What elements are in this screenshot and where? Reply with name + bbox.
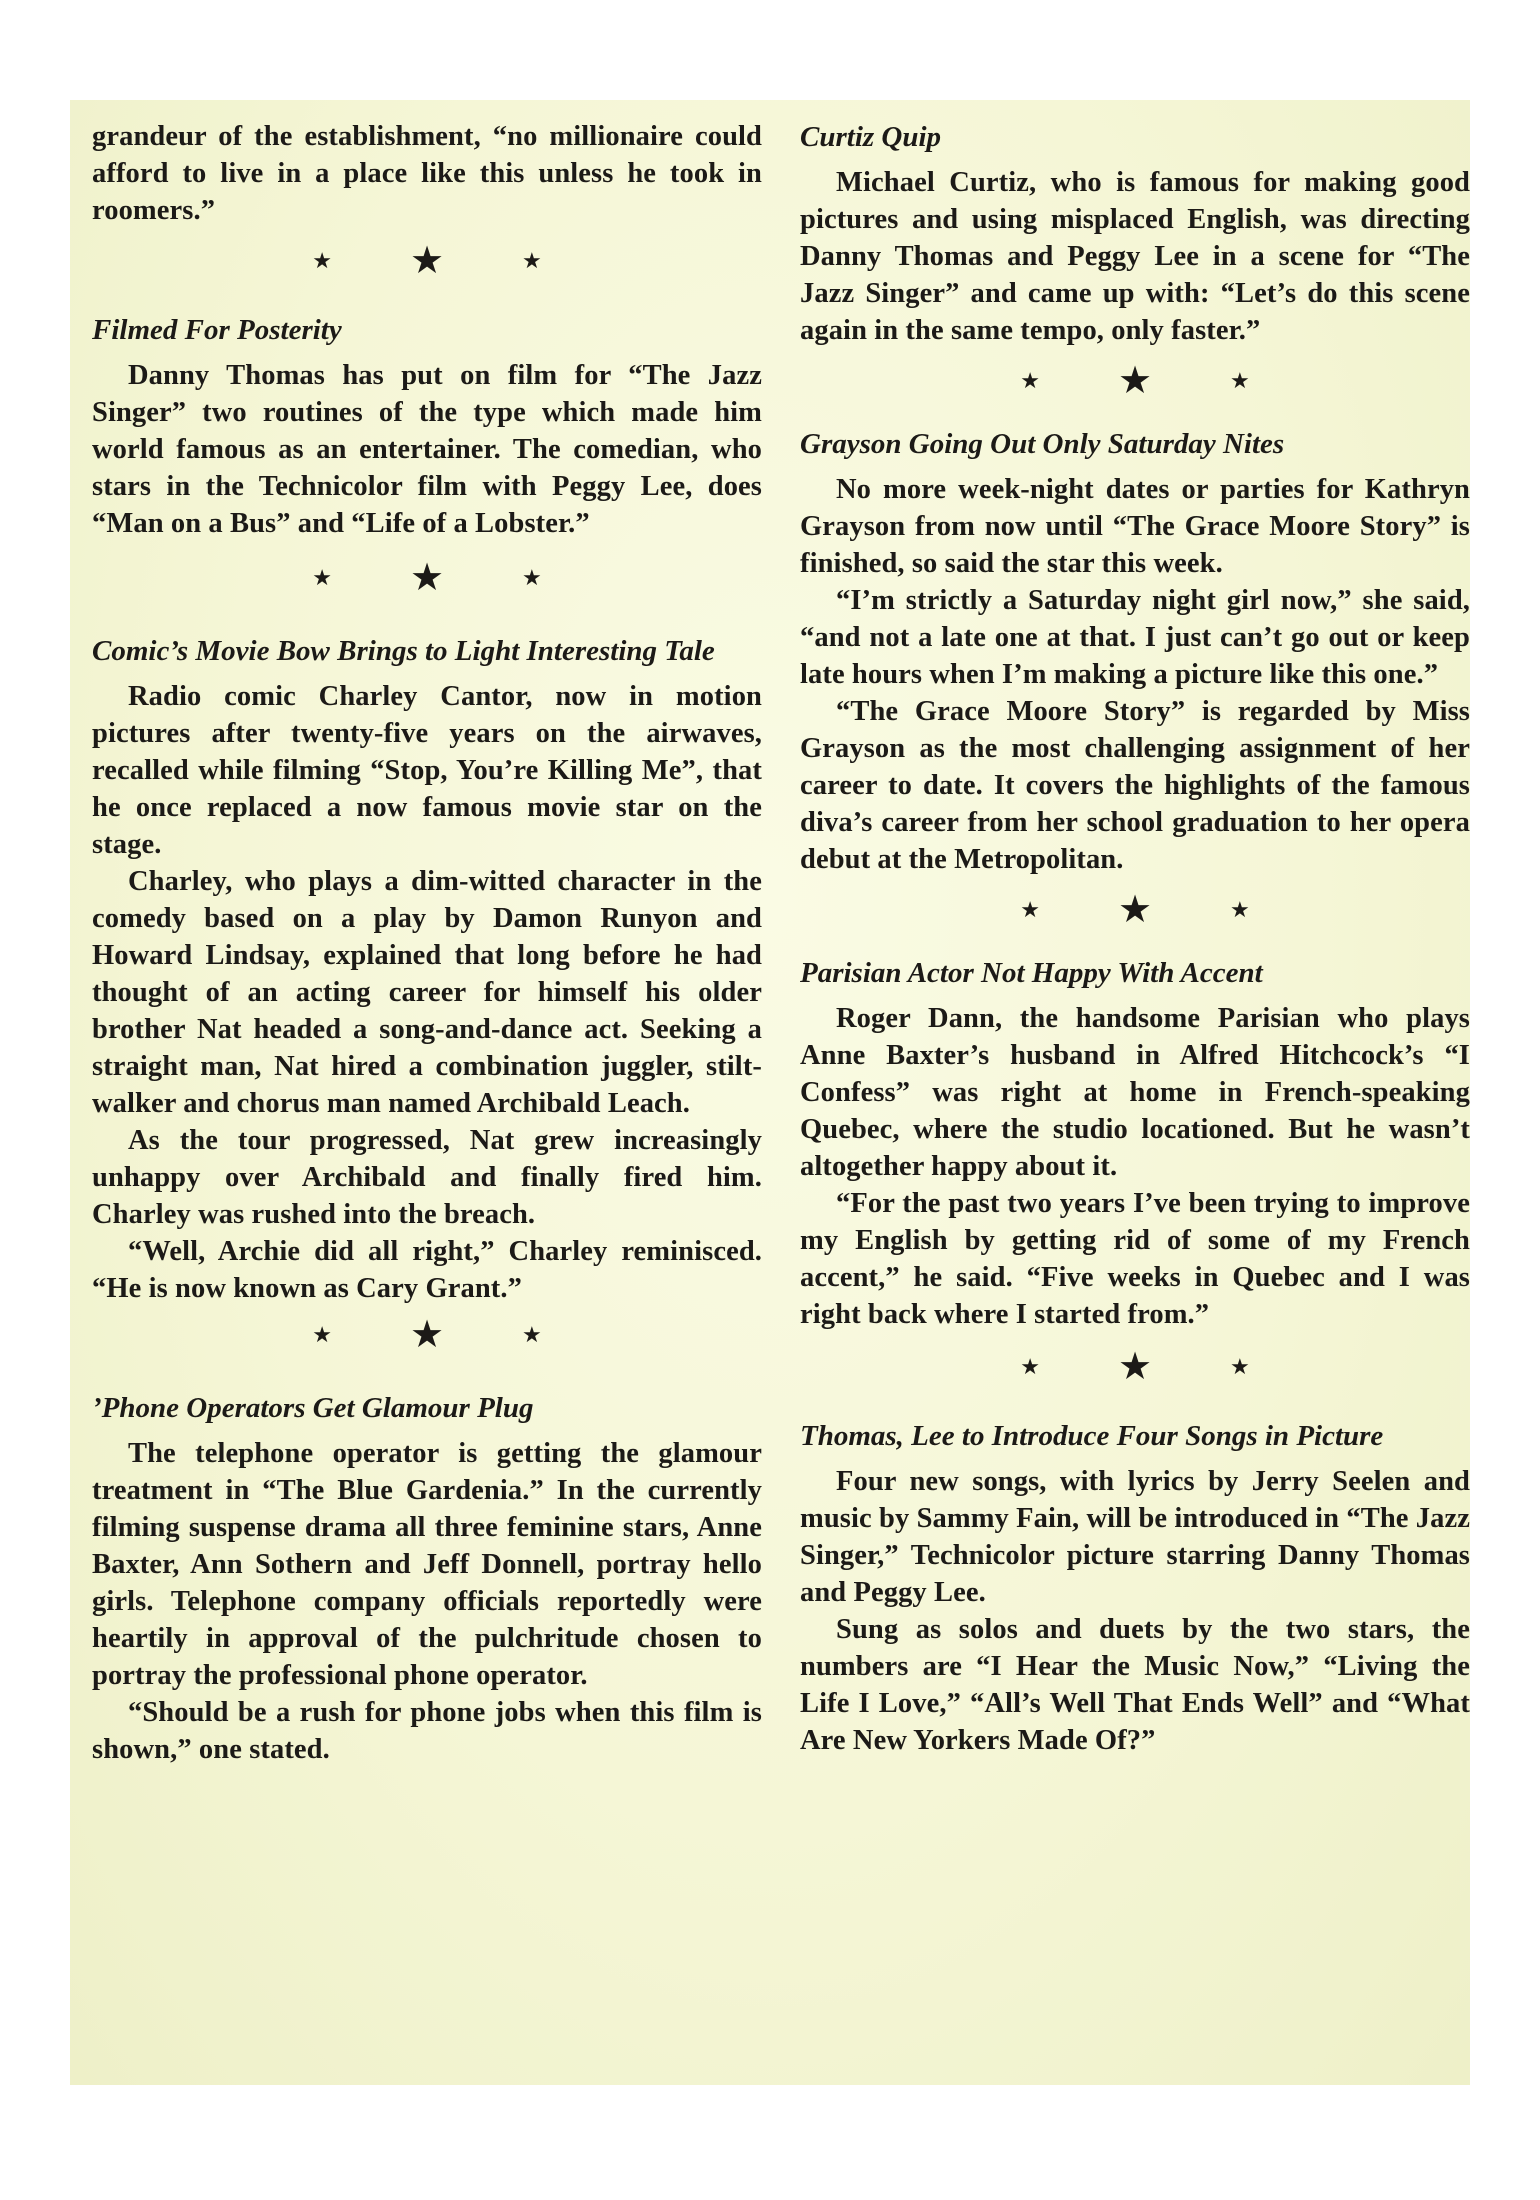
article-paragraph: “Should be a rush for phone jobs when this film is shown,” one stated. [92,1697,762,1765]
article-paragraph: “For the past two years I’ve been trying to improve my English by getting rid of some of my French accent,” he said. “Five weeks in Quebec and I was right back where I started from.” [800,1188,1470,1330]
article-heading: Curtiz Quip [800,121,942,153]
article-paragraph: The telephone operator is getting the glamour treatment in “The Blue Gardenia.” In the currently filming suspense drama all three feminine stars, Anne Baxter, Ann Sothern and Jeff Donnell, portray hello girls. Telephone company officials reportedly were heartily in approval of the pulchritude chosen to portray the professional phone operator. [92,1438,762,1691]
article-paragraph: Four new songs, with lyrics by Jerry Seelen and music by Sammy Fain, will be introduced in “The Jazz Singer,” Technicolor picture starring Danny Thomas and Peggy Lee. [800,1466,1470,1608]
article-paragraph: Roger Dann, the handsome Parisian who plays Anne Baxter’s husband in Alfred Hitchcock’s “I Confess” was right at home in French-speaking Quebec, where the studio locationed. But he wasn’t altogether happy about it. [800,1003,1470,1182]
large-star-icon: ★ [1117,360,1153,402]
article-paragraph: “Well, Archie did all right,” Charley reminisced. “He is now known as Cary Grant.” [92,1236,762,1304]
article-filmed-for-posterity [92,311,762,542]
article-comics-movie-bow [92,632,762,1307]
star-divider [800,890,1470,930]
small-star-icon: ★ [1020,897,1040,922]
left-column [92,118,762,1768]
article-paragraph: Michael Curtiz, who is famous for making good pictures and using misplaced English, was directing Danny Thomas and Peggy Lee in a scene for “The Jazz Singer” and came up with: “Let’s do this scene again in the same tempo, only faster.” [800,167,1470,346]
star-divider [800,361,1470,401]
small-star-icon: ★ [312,248,332,273]
article-heading: Comic’s Movie Bow Brings to Light Interesting Tale [92,635,715,667]
right-column [800,118,1470,1759]
small-star-icon: ★ [1230,897,1250,922]
article-heading: Thomas, Lee to Introduce Four Songs in Picture [800,1420,1384,1452]
article-paragraph: Sung as solos and duets by the two stars, the numbers are “I Hear the Music Now,” “Living the Life I Love,” “All’s Well That Ends Well” and “What Are New Yorkers Made Of?” [800,1614,1470,1756]
small-star-icon: ★ [1230,1354,1250,1379]
small-star-icon: ★ [522,565,542,590]
small-star-icon: ★ [312,565,332,590]
large-star-icon: ★ [409,557,445,599]
small-star-icon: ★ [1020,1354,1040,1379]
article-paragraph: “I’m strictly a Saturday night girl now,” she said, “and not a late one at that. I just can’t go out or keep late hours when I’m making a picture like this one.” [800,585,1470,690]
star-divider [800,1347,1470,1387]
large-star-icon: ★ [1117,1346,1153,1388]
article-heading: Filmed For Posterity [92,314,342,346]
large-star-icon: ★ [1117,889,1153,931]
article-paragraph: Danny Thomas has put on film for “The Jazz Singer” two routines of the type which made him world famous as an entertainer. The comedian, who stars in the Technicolor film with Peggy Lee, does “Man on a Bus” and “Life of a Lobster.” [92,360,762,539]
article-heading: Parisian Actor Not Happy With Accent [800,957,1263,989]
small-star-icon: ★ [1230,368,1250,393]
article-parisian-actor [800,954,1470,1333]
article-paragraph: Radio comic Charley Cantor, now in motion pictures after twenty-five years on the airwaves, recalled while filming “Stop, You’re Killing Me”, that he once replaced a now famous movie star on the stage. [92,681,762,860]
star-divider [92,241,762,281]
article-heading: ’Phone Operators Get Glamour Plug [92,1392,534,1424]
large-star-icon: ★ [409,240,445,282]
small-star-icon: ★ [522,1322,542,1347]
star-divider [92,558,762,598]
article-paragraph: Charley, who plays a dim-witted character in the comedy based on a play by Damon Runyon and Howard Lindsay, explained that long before he had thought of an acting career for himself his older brother Nat headed a song-and-dance act. Seeking a straight man, Nat hired a combination juggler, stilt-walker and chorus man named Archibald Leach. [92,866,762,1119]
article-paragraph: No more week-night dates or parties for Kathryn Grayson from now until “The Grace Moore Story” is finished, so said the star this week. [800,474,1470,579]
small-star-icon: ★ [522,248,542,273]
article-heading: Grayson Going Out Only Saturday Nites [800,428,1285,460]
article-paragraph: As the tour progressed, Nat grew increasingly unhappy over Archibald and finally fired him. Charley was rushed into the breach. [92,1125,762,1230]
article-paragraph: “The Grace Moore Story” is regarded by Miss Grayson as the most challenging assignment of her career to date. It covers the highlights of the famous diva’s career from her school graduation to her opera debut at the Metropolitan. [800,696,1470,875]
article-phone-operators [92,1389,762,1768]
star-divider [92,1315,762,1355]
article-grayson [800,425,1470,878]
article-thomas-lee-songs [800,1417,1470,1759]
large-star-icon: ★ [409,1314,445,1356]
small-star-icon: ★ [312,1322,332,1347]
small-star-icon: ★ [1020,368,1040,393]
intro-paragraph: grandeur of the establishment, “no millionaire could afford to live in a place like this unless he took in roomers.” [92,121,762,226]
article-curtiz-quip [800,118,1470,349]
